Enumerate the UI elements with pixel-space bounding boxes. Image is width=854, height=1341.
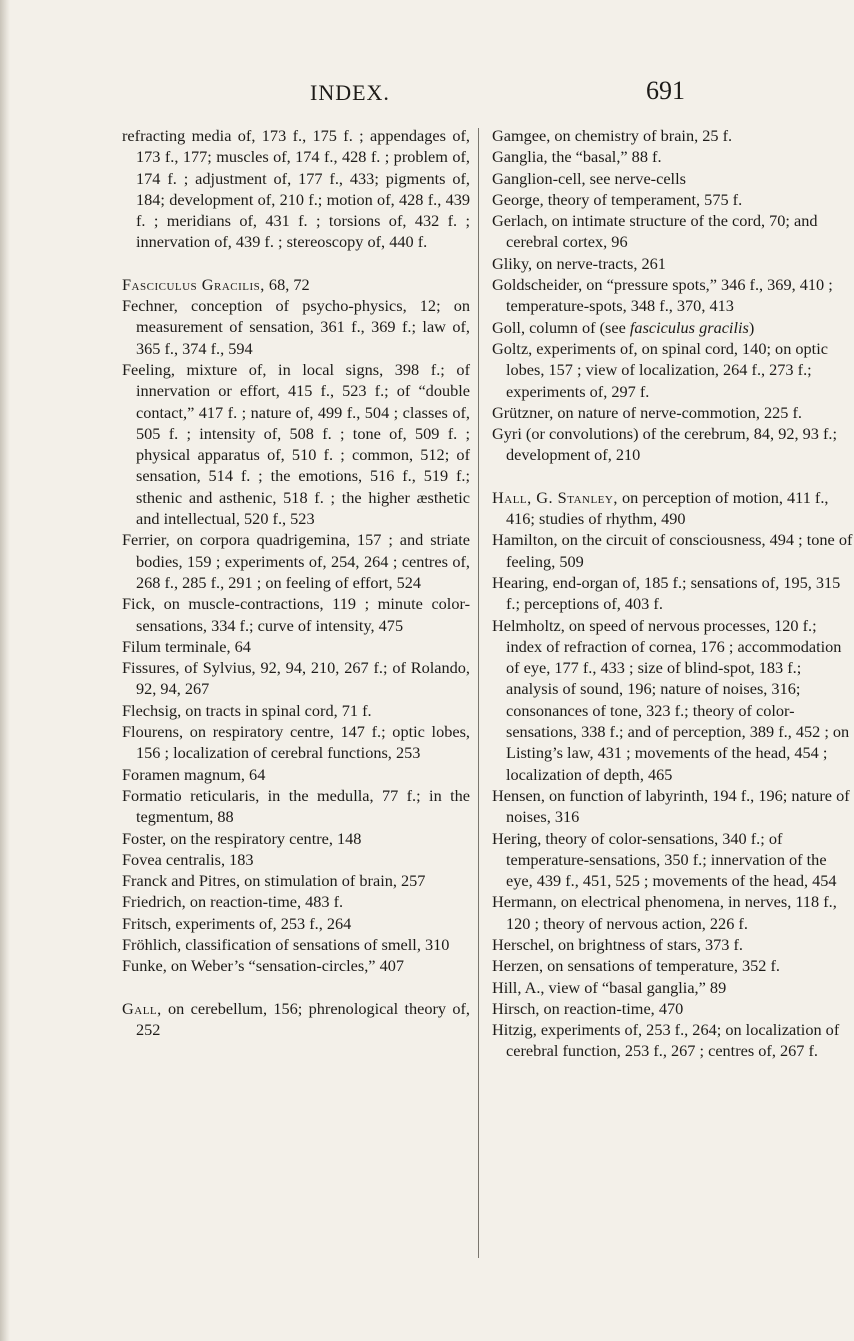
page-number: 691 xyxy=(646,76,685,105)
index-entry-text: Foramen magnum, 64 xyxy=(122,764,266,784)
index-entry-text: Ganglia, the “basal,” 88 f. xyxy=(492,147,662,167)
index-entry xyxy=(122,636,470,657)
index-entry xyxy=(122,955,470,976)
index-entry xyxy=(492,934,854,955)
index-entry xyxy=(492,125,854,146)
index-entry-text: Friedrich, on reaction-time, 483 f. xyxy=(122,892,344,912)
index-entry-text: Feeling, mixture of, in local signs, 398 f.; of innervation or effort, 415 f., 523 f.; of “double contact,” 417 f. ; nature of, 499 f., 504 ; classes of, 505 f. ; intensity of, 508 f. ; tone of, 509 f. ; physical apparatus of, 510 f. ; common, 512; of sensation, 514 f. ; the emotions, 516 f., 519 f.; sthenic and asthenic, 518 f. ; the higher æsthetic and intellectual, 520 f., 523 xyxy=(122,359,470,529)
index-entry xyxy=(122,913,470,934)
index-entry xyxy=(122,593,470,636)
index-entry xyxy=(492,402,854,423)
index-column-left xyxy=(122,125,470,1040)
index-entry xyxy=(492,338,854,402)
index-entry xyxy=(122,700,470,721)
index-entry-text: Fechner, conception of psycho-physics, 12; on measurement of sensation, 361 f., 369 f.; law of, 365 f., 374 f., 594 xyxy=(122,296,470,358)
index-entry-text: Hill, A., view of “basal ganglia,” 89 xyxy=(492,977,727,997)
index-entry-text: Hermann, on electrical phenomena, in nerves, 118 f., 120 ; theory of nervous action, 226 f. xyxy=(492,892,837,933)
index-entry-text: Hirsch, on reaction-time, 470 xyxy=(492,998,684,1018)
index-entry xyxy=(492,189,854,210)
index-entry xyxy=(492,168,854,189)
index-entry xyxy=(492,977,854,998)
index-entry-heading: Fasciculus Gracilis, xyxy=(122,274,265,294)
index-entry-text: Herzen, on sensations of temperature, 352 f. xyxy=(492,956,780,976)
index-entry xyxy=(492,253,854,274)
index-entry xyxy=(492,955,854,976)
index-entry-text: Helmholtz, on speed of nervous processes, 120 f.; index of refraction of cornea, 176 ; accommodation of eye, 177 f., 433 ; size of blind-spot, 183 f.; analysis of sound, 196; nature of noises, 316; consonances of tone, 323 f.; theory of color-sensations, 338 f.; and of perception, 389 f., 452 ; on Listing’s law, 431 ; movements of the head, 454 ; localization of depth, 465 xyxy=(492,615,850,784)
index-entry xyxy=(122,828,470,849)
index-entry xyxy=(492,210,854,253)
index-entry-italic: fasciculus gracilis xyxy=(629,317,749,337)
index-entry-text: on cerebellum, 156; phrenological theory of, 252 xyxy=(136,998,470,1039)
index-entry xyxy=(122,529,470,593)
index-entry xyxy=(122,998,470,1041)
index-entry-text: Gyri (or convolutions) of the cerebrum, 84, 92, 93 f.; development of, 210 xyxy=(492,424,837,465)
index-entry xyxy=(122,764,470,785)
index-entry-text: Fröhlich, classification of sensations of smell, 310 xyxy=(122,934,450,954)
index-entry xyxy=(492,572,854,615)
index-entry-heading: Hall, G. Stanley, xyxy=(492,487,618,507)
index-entry-text: Formatio reticularis, in the medulla, 77 f.; in the tegmentum, 88 xyxy=(122,785,470,827)
index-entry xyxy=(492,998,854,1019)
column-divider xyxy=(478,128,479,1258)
index-entry-heading: Gall, xyxy=(122,998,162,1018)
index-entry xyxy=(492,828,854,892)
index-entry-text: on perception of motion, 411 f., 416; studies of rhythm, 490 xyxy=(506,487,829,529)
index-entry-text: Ferrier, on corpora quadrigemina, 157 ; and striate bodies, 159 ; experiments of, 254, 264 ; centres of, 268 f., 285 f., 291 ; on feeling of effort, 524 xyxy=(122,530,470,592)
index-entry-text: 68, 72 xyxy=(264,274,310,294)
index-entry xyxy=(492,615,854,785)
index-entry xyxy=(492,146,854,167)
index-entry-text: Filum terminale, 64 xyxy=(122,636,251,656)
page-header xyxy=(0,76,801,106)
index-entry xyxy=(492,423,854,466)
index-entry-text: Gerlach, on intimate structure of the cord, 70; and cerebral cortex, 96 xyxy=(492,211,818,252)
index-entry xyxy=(492,487,854,530)
index-entry xyxy=(492,785,854,828)
index-entry-text: Fissures, of Sylvius, 92, 94, 210, 267 f.; of Rolando, 92, 94, 267 xyxy=(122,658,470,699)
index-entry xyxy=(492,274,854,317)
index-entry-text: Fovea centralis, 183 xyxy=(122,849,254,869)
index-entry-text: Foster, on the respiratory centre, 148 xyxy=(122,828,362,848)
index-entry xyxy=(122,934,470,955)
index-entry xyxy=(122,891,470,912)
index-entry-text: Flechsig, on tracts in spinal cord, 71 f. xyxy=(122,700,372,720)
running-head: INDEX. xyxy=(310,80,390,105)
index-entry-text: refracting media of, 173 f., 175 f. ; appendages of, 173 f., 177; muscles of, 174 f., 428 f. ; problem of, 174 f. ; adjustment of, 177 f., 433; pigments of, 184; development of, 210 f.; motion of, 428 f., 439 f. ; meridians of, 431 f. ; torsions of, 432 f. ; innervation of, 439 f. ; stereoscopy of, 440 f. xyxy=(122,126,470,252)
index-entry-text: Fick, on muscle-contractions, 119 ; minute color-sensations, 334 f.; curve of intensity, 475 xyxy=(122,594,470,635)
index-entry xyxy=(122,721,470,764)
index-entry xyxy=(122,274,470,295)
index-entry-text: Goldscheider, on “pressure spots,” 346 f., 369, 410 ; temperature-spots, 348 f., 370, 413 xyxy=(492,275,833,316)
index-entry xyxy=(122,295,470,359)
index-entry xyxy=(492,317,854,338)
index-entry-text: Goll, column of (see xyxy=(492,317,630,337)
index-entry-text: Goltz, experiments of, on spinal cord, 140; on optic lobes, 157 ; view of localization, 264 f., 273 f.; experiments of, 297 f. xyxy=(492,338,828,401)
index-entry-text: Ganglion-cell, see nerve-cells xyxy=(492,168,686,188)
index-entry xyxy=(122,657,470,700)
index-entry xyxy=(492,1019,854,1062)
index-entry xyxy=(122,870,470,891)
index-entry-text: Hitzig, experiments of, 253 f., 264; on localization of cerebral function, 253 f., 267 ; centres of, 267 f. xyxy=(492,1020,840,1061)
index-entry xyxy=(122,125,470,253)
index-entry-text: Fritsch, experiments of, 253 f., 264 xyxy=(122,913,352,933)
index-entry xyxy=(492,891,854,934)
index-entry-text: Hamilton, on the circuit of consciousness, 494 ; tone of feeling, 509 xyxy=(492,530,853,571)
index-entry-text: Hering, theory of color-sensations, 340 f.; of temperature-sensations, 350 f.; innervation of the eye, 439 f., 451, 525 ; movements of the head, 454 xyxy=(492,828,837,891)
index-entry xyxy=(122,359,470,529)
index-entry-tail: ) xyxy=(748,317,755,337)
index-entry-text: Funke, on Weber’s “sensation-circles,” 407 xyxy=(122,956,405,976)
index-entry-text: Gliky, on nerve-tracts, 261 xyxy=(492,253,666,273)
index-entry-text: Hearing, end-organ of, 185 f.; sensations of, 195, 315 f.; perceptions of, 403 f. xyxy=(492,572,841,614)
index-entry-text: George, theory of temperament, 575 f. xyxy=(492,189,743,209)
page-binding-edge xyxy=(0,0,10,1341)
index-entry xyxy=(122,785,470,828)
index-entry-text: Herschel, on brightness of stars, 373 f. xyxy=(492,934,743,954)
index-entry-text: Flourens, on respiratory centre, 147 f.; optic lobes, 156 ; localization of cerebral functions, 253 xyxy=(122,722,470,763)
index-entry-text: Hensen, on function of labyrinth, 194 f., 196; nature of noises, 316 xyxy=(492,785,850,827)
index-entry xyxy=(492,529,854,572)
index-entry xyxy=(122,849,470,870)
index-entry-text: Franck and Pitres, on stimulation of brain, 257 xyxy=(122,871,426,891)
index-column-right xyxy=(492,125,853,1062)
index-entry-text: Gamgee, on chemistry of brain, 25 f. xyxy=(492,126,733,145)
index-entry-text: Grützner, on nature of nerve-commotion, 225 f. xyxy=(492,402,802,422)
